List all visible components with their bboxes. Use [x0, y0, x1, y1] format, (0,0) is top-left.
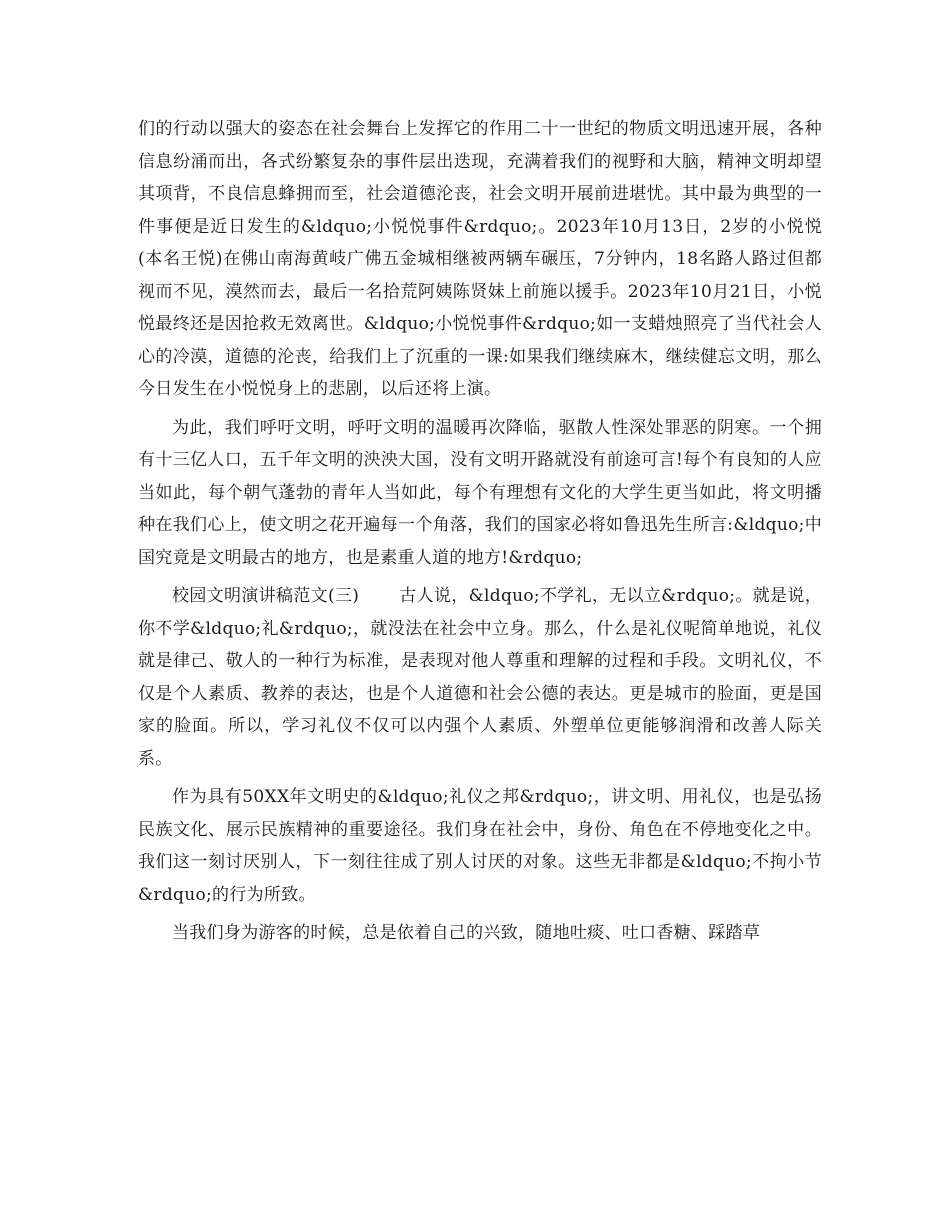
- paragraph-5: 当我们身为游客的时候，总是依着自己的兴致，随地吐痰、吐口香糖、踩踏草: [172, 923, 761, 943]
- section-heading: 校园文明演讲稿范文(三): [172, 586, 360, 606]
- paragraph-2: 为此，我们呼吁文明，呼吁文明的温暖再次降临，驱散人性深处罪恶的阴寒。一个拥有十三亿人口，五千年文明的泱泱大国，没有文明开路就没有前途可言!每个有良知的人应当如此，每个朝气蓬勃的青年人当如此，每个有理想有文化的大学生更当如此，将文明播种在我们心上，使文明之花开遍每一个角落，我们的国家必将如鲁迅先生所言:&ldquo;中国究竟是文明最古的地方，也是素重人道的地方!&rdquo;: [138, 417, 822, 568]
- paragraph-4: 作为具有50XX年文明史的&ldquo;礼仪之邦&rdquo;，讲文明、用礼仪，也是弘扬民族文化、展示民族精神的重要途径。我们身在社会中，身份、角色在不停地变化之中。我们这一刻讨厌别人，下一刻往往成了别人讨厌的对象。这些无非都是&ldquo;不拘小节&rdquo;的行为所致。: [138, 787, 822, 905]
- paragraph-3-text: 古人说，&ldquo;不学礼，无以立&rdquo;。就是说，你不学&ldquo;礼&rdquo;，就没法在社会中立身。那么，什么是礼仪呢简单地说，礼仪就是律己、敬人的一种行为标准，是表现对他人尊重和理解的过程和手段。文明礼仪，不仅是个人素质、教养的表达，也是个人道德和社会公德的表达。更是城市的脸面，更是国家的脸面。所以，学习礼仪不仅可以内强个人素质、外塑单位更能够润滑和改善人际关系。: [138, 586, 822, 769]
- paragraph-3: [138, 580, 822, 775]
- paragraph-1: 们的行动以强大的姿态在社会舞台上发挥它的作用二十一世纪的物质文明迅速开展，各种信息纷涌而出，各式纷繁复杂的事件层出迭现，充满着我们的视野和大脑，精神文明却望其项背，不良信息蜂拥而至，社会道德沦丧，社会文明开展前进堪忧。其中最为典型的一件事便是近日发生的&ldquo;小悦悦事件&rdquo;。2023年10月13日，2岁的小悦悦(本名王悦)在佛山南海黄岐广佛五金城相继被两辆车碾压，7分钟内，18名路人路过但都视而不见，漠然而去，最后一名拾荒阿姨陈贤妹上前施以援手。2023年10月21日，小悦悦最终还是因抢救无效离世。&ldquo;小悦悦事件&rdquo;如一支蜡烛照亮了当代社会人心的冷漠，道德的沦丧，给我们上了沉重的一课:如果我们继续麻木，继续健忘文明，那么今日发生在小悦悦身上的悲剧，以后还将上演。: [138, 119, 822, 399]
- document-body: [138, 113, 822, 956]
